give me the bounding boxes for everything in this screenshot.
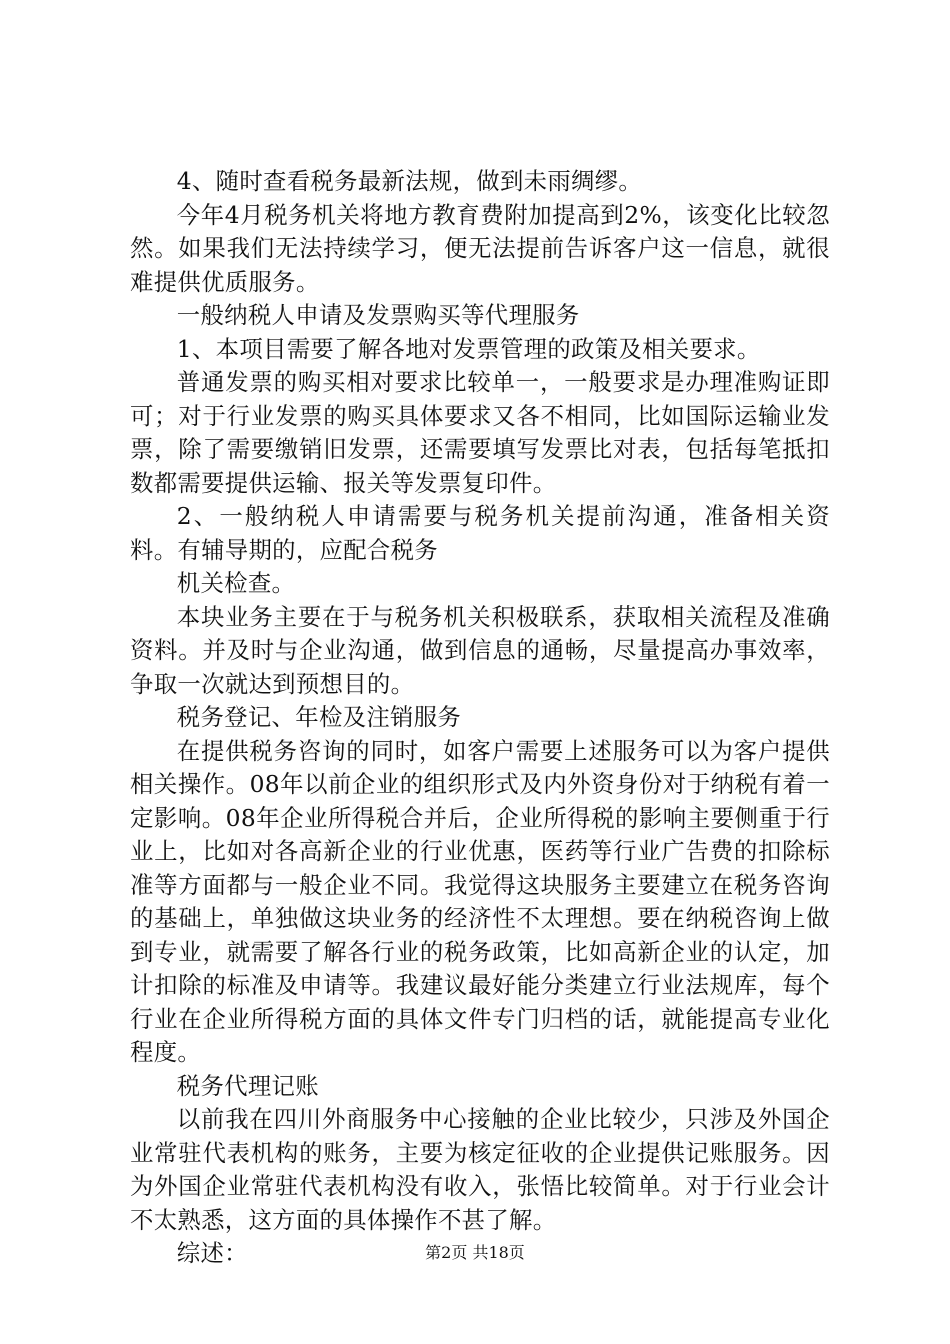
paragraph: 本块业务主要在于与税务机关积极联系，获取相关流程及准确资料。并及时与企业沟通，做到信息的通畅，尽量提高办事效率，争取一次就达到预想目的。 <box>130 602 830 698</box>
paragraph: 机关检查。 <box>176 569 296 597</box>
page-number-footer: 第2页 共18页 <box>425 1243 525 1262</box>
section-heading: 一般纳税人申请及发票购买等代理服务 <box>176 301 580 329</box>
paragraph: 4、随时查看税务最新法规，做到未雨绸缪。 <box>176 167 643 195</box>
paragraph: 普通发票的购买相对要求比较单一，一般要求是办理准购证即可；对于行业发票的购买具体要求又各不相同，比如国际运输业发票，除了需要缴销旧发票，还需要填写发票比对表，包括每笔抵扣数都需要提供运输、报关等发票复印件。 <box>130 368 830 497</box>
section-heading: 税务登记、年检及注销服务 <box>176 703 462 731</box>
paragraph: 以前我在四川外商服务中心接触的企业比较少，只涉及外国企业常驻代表机构的账务，主要为核定征收的企业提供记账服务。因为外国企业常驻代表机构没有收入，张悟比较简单。对于行业会计不太熟悉，这方面的具体操作不甚了解。 <box>130 1105 830 1234</box>
section-heading: 税务代理记账 <box>176 1071 319 1100</box>
paragraph: 综述： <box>176 1239 248 1267</box>
paragraph: 在提供税务咨询的同时，如客户需要上述服务可以为客户提供相关操作。08年以前企业的组织形式及内外资身份对于纳税有着一定影响。08年企业所得税合并后，企业所得税的影响主要侧重于行业上，比如对各高新企业的行业优惠，医药等行业广告费的扣除标准等方面都与一般企业不同。我觉得这块服务主要建立在税务咨询的基础上，单独做这块业务的经济性不太理想。要在纳税咨询上做到专业，就需要了解各行业的税务政策，比如高新企业的认定，加计扣除的标准及申请等。我建议最好能分类建立行业法规库，每个行业在企业所得税方面的具体文件专门归档的话，就能提高专业化程度。 <box>130 736 830 1066</box>
paragraph: 2、一般纳税人申请需要与税务机关提前沟通，准备相关资料。有辅导期的，应配合税务 <box>130 502 830 564</box>
paragraph: 1、本项目需要了解各地对发票管理的政策及相关要求。 <box>176 334 761 363</box>
paragraph: 今年4月税务机关将地方教育费附加提高到2%，该变化比较忽然。如果我们无法持续学习，便无法提前告诉客户这一信息，就很难提供优质服务。 <box>130 200 830 296</box>
document-body <box>130 165 830 1271</box>
